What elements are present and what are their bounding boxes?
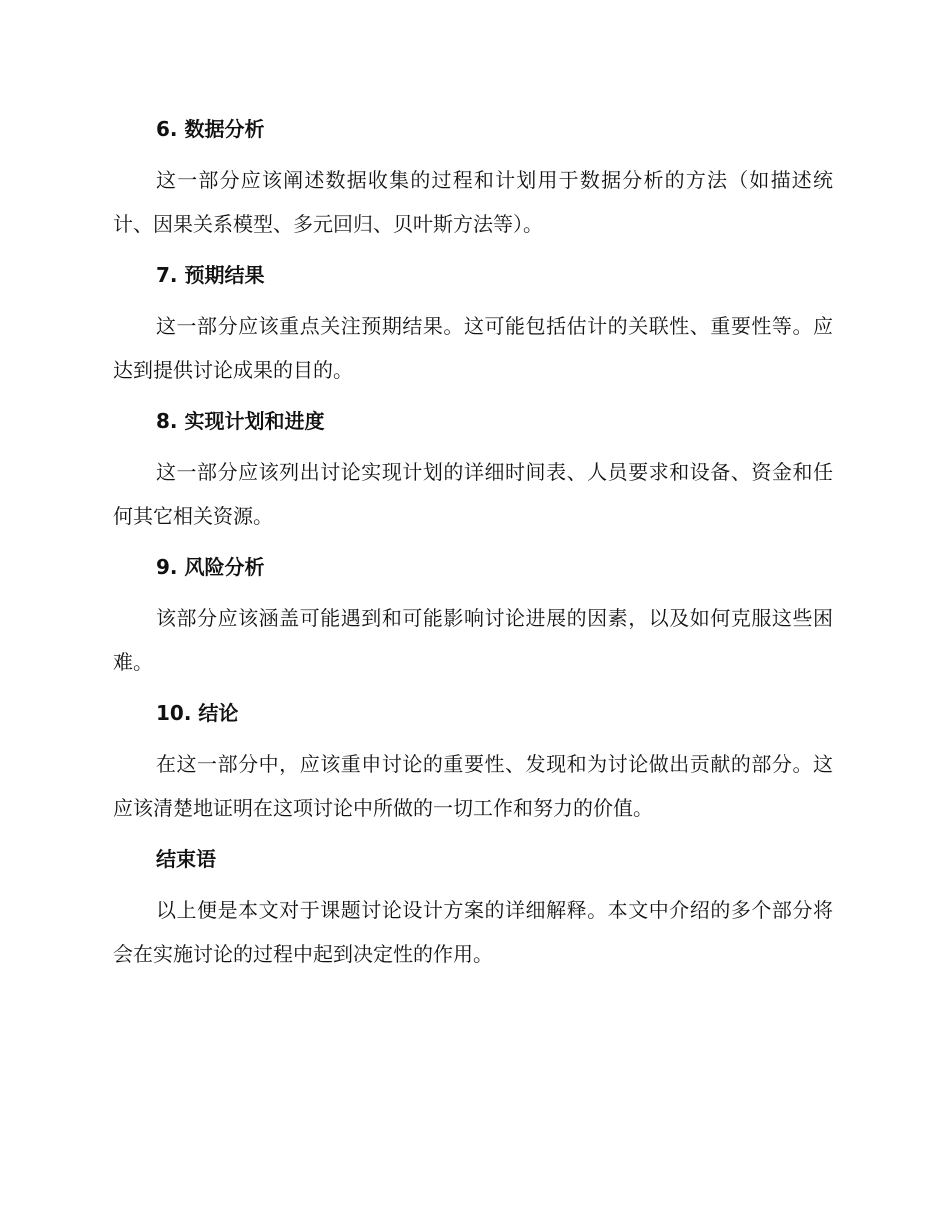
section-heading: 结束语 <box>156 847 216 871</box>
document-body <box>113 110 833 986</box>
section-paragraph: 该部分应该涵盖可能遇到和可能影响讨论进展的因素，以及如何克服这些困难。 <box>113 606 833 674</box>
section-conclusion <box>113 694 833 830</box>
section-paragraph: 这一部分应该列出讨论实现计划的详细时间表、人员要求和设备、资金和任何其它相关资源。 <box>113 460 833 528</box>
section-paragraph: 以上便是本文对于课题讨论设计方案的详细解释。本文中介绍的多个部分将会在实施讨论的过程中起到决定性的作用。 <box>113 898 833 966</box>
section-heading: 6. 数据分析 <box>156 117 265 141</box>
section-heading: 9. 风险分析 <box>156 555 265 579</box>
section-closing-remarks <box>113 840 833 976</box>
section-data-analysis <box>113 110 833 246</box>
section-risk-analysis <box>113 548 833 684</box>
section-paragraph: 这一部分应该重点关注预期结果。这可能包括估计的关联性、重要性等。应达到提供讨论成果的目的。 <box>113 314 833 382</box>
section-heading: 7. 预期结果 <box>156 263 265 287</box>
section-paragraph: 这一部分应该阐述数据收集的过程和计划用于数据分析的方法（如描述统计、因果关系模型、多元回归、贝叶斯方法等）。 <box>113 168 833 236</box>
section-paragraph: 在这一部分中，应该重申讨论的重要性、发现和为讨论做出贡献的部分。这应该清楚地证明在这项讨论中所做的一切工作和努力的价值。 <box>113 752 833 820</box>
section-heading: 8. 实现计划和进度 <box>156 409 325 433</box>
section-implementation-plan <box>113 402 833 538</box>
section-expected-results <box>113 256 833 392</box>
section-heading: 10. 结论 <box>156 701 239 725</box>
